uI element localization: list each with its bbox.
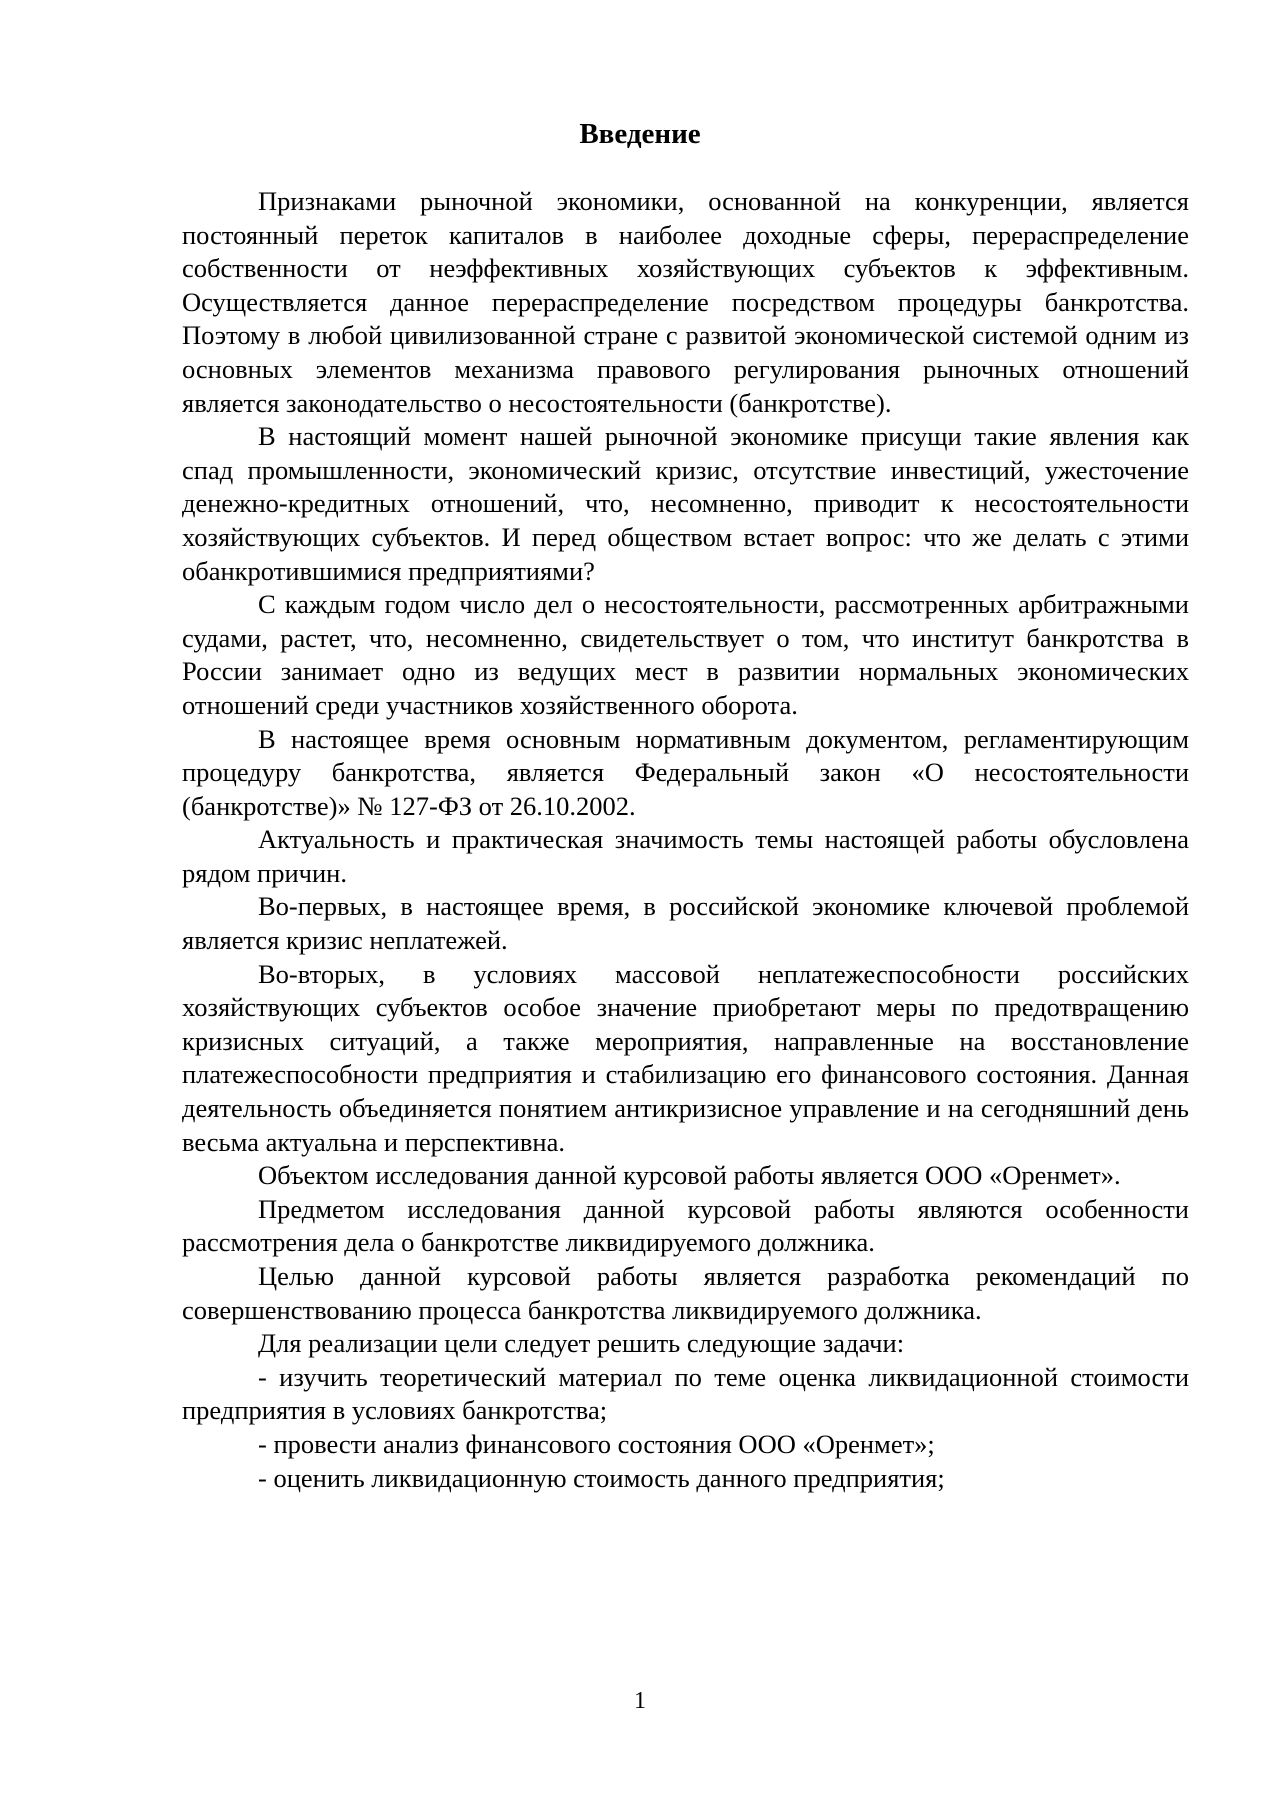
task-list-item: - изучить теоретический материал по теме оценка ликвидационной стоимости предприятия в условиях банкротства; bbox=[182, 1361, 1189, 1426]
task-list-item: - провести анализ финансового состояния ООО «Оренмет»; bbox=[258, 1428, 935, 1459]
paragraph-relevance: Актуальность и практическая значимость темы настоящей работы обусловлена рядом причин. bbox=[182, 824, 1189, 888]
paragraph-second-reason: Во-вторых, в условиях массовой неплатежеспособности российских хозяйствующих субъектов особое значение приобретают меры по предотвращению кризисных ситуаций, а также мероприятия, направленные на восстановление платежеспособности предприятия и стабилизацию его финансового состояния. Данная деятельность объединяется понятием антикризисное управление и на сегодняшний день весьма актуальна и перспективна. bbox=[182, 958, 1189, 1157]
paragraph-research-subject: Предметом исследования данной курсовой работы являются особенности рассмотрения дела о банкротстве ликвидируемого должника. bbox=[182, 1193, 1189, 1258]
task-list-item: - оценить ликвидационную стоимость данного предприятия; bbox=[258, 1462, 945, 1493]
paragraph-tasks-intro: Для реализации цели следует решить следующие задачи: bbox=[258, 1328, 905, 1359]
paragraph-federal-law: В настоящее время основным нормативным документом, регламентирующим процедуру банкротства, является Федеральный закон «О несостоятельности (банкротстве)» № 127-ФЗ от 26.10.2002. bbox=[182, 723, 1189, 821]
body-text bbox=[182, 185, 1189, 1495]
page-number: 1 bbox=[634, 1688, 646, 1714]
page-title: Введение bbox=[579, 118, 701, 150]
paragraph-court-cases: С каждым годом число дел о несостоятельности, рассмотренных арбитражными судами, растет, что, несомненно, свидетельствует о том, что институт банкротства в России занимает одно из ведущих мест в развитии нормальных экономических отношений среди участников хозяйственного оборота. bbox=[182, 589, 1189, 720]
paragraph-intro: Признаками рыночной экономики, основанной на конкуренции, является постоянный переток капиталов в наиболее доходные сферы, перераспределение собственности от неэффективных хозяйствующих субъектов к эффективным. Осуществляется данное перераспределение посредством процедуры банкротства. Поэтому в любой цивилизованной стране с развитой экономической системой одним из основных элементов механизма правового регулирования рыночных отношений является законодательство о несостоятельности (банкротстве). bbox=[182, 186, 1189, 418]
paragraph-first-reason: Во-первых, в настоящее время, в российской экономике ключевой проблемой является кризис неплатежей. bbox=[182, 891, 1189, 956]
paragraph-current-situation: В настоящий момент нашей рыночной экономике присущи такие явления как спад промышленности, экономический кризис, отсутствие инвестиций, ужесточение денежно-кредитных отношений, что, несомненно, приводит к несостоятельности хозяйствующих субъектов. И перед обществом встает вопрос: что же делать с этими обанкротившимися предприятиями? bbox=[182, 421, 1189, 586]
paragraph-goal: Целью данной курсовой работы является разработка рекомендаций по совершенствованию процесса банкротства ликвидируемого должника. bbox=[182, 1261, 1189, 1325]
paragraph-research-object: Объектом исследования данной курсовой работы является ООО «Оренмет». bbox=[258, 1160, 1121, 1191]
